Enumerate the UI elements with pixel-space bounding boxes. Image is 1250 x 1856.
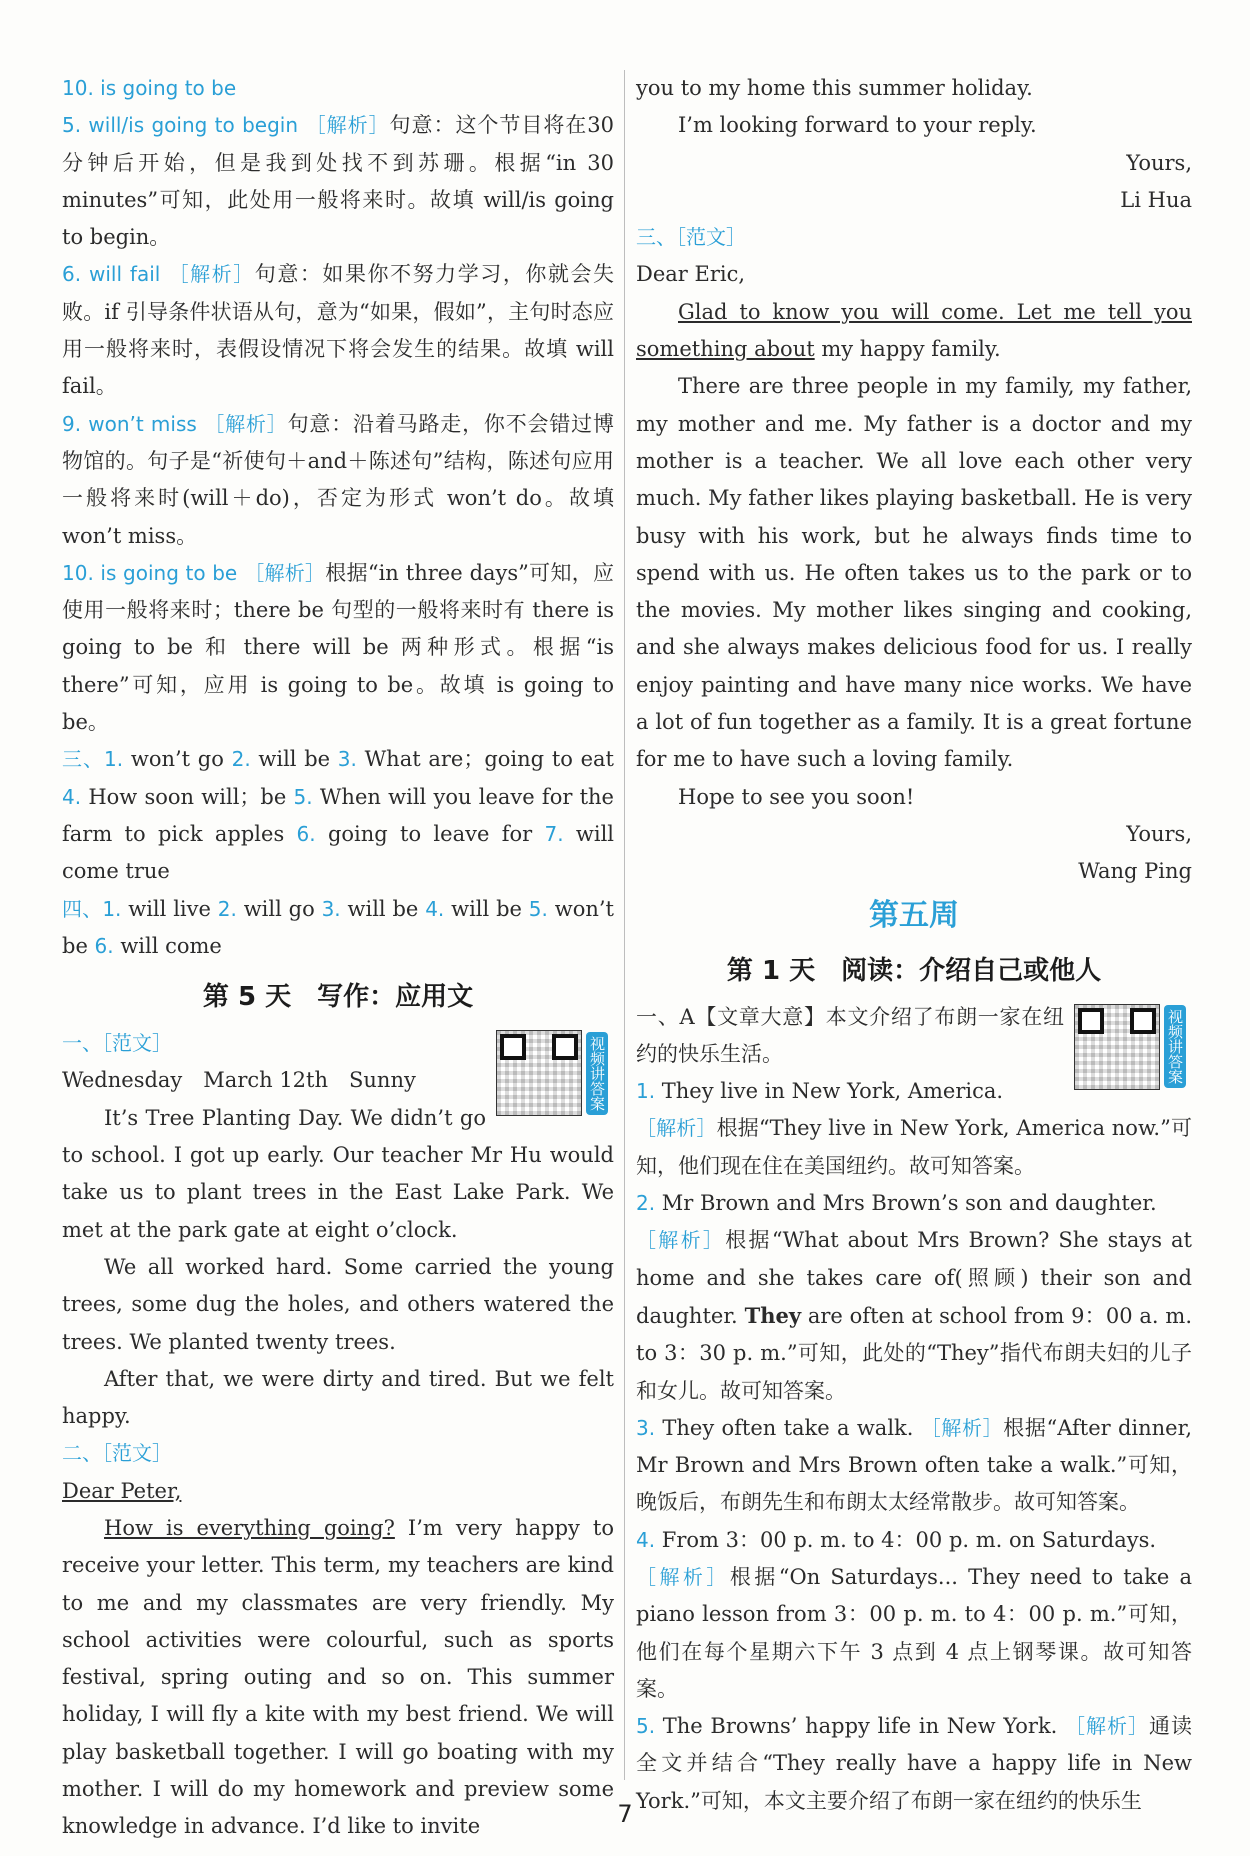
diary-paragraph-3: After that, we were dirty and tired. But we felt happy. bbox=[62, 1366, 614, 1429]
answer-10: 10. is going to be ［解析］根据“in three days”可知，应使用一般将来时；there be 句型的一般将来时有 there is going to be 和 there will be 两种形式。根据“is there”可知，应用 is going to be。故填 is going to be。 bbox=[62, 560, 614, 735]
answer-9: 9. won’t miss ［解析］句意：沿着马路走，你不会错过博物馆的。句子是“祈使句＋and＋陈述句”结构，陈述句应用一般将来时(will＋do)，否定为形式 won’t do。故填 won’t miss。 bbox=[62, 411, 614, 548]
question-4-answer: 4. From 3：00 p. m. to 4：00 p. m. on Saturdays. bbox=[636, 1527, 1157, 1552]
question-3: 3. They often take a walk. ［解析］根据“After dinner, Mr Brown and Mrs Brown often take a walk.”可知，晚饭后，布朗先生和布朗太太经常散步。故可知答案。 bbox=[636, 1415, 1193, 1515]
day-1-heading: 第 1 天 阅读：介绍自己或他人 bbox=[726, 955, 1102, 986]
letter-eric-sign-name: Wang Ping bbox=[1078, 859, 1192, 884]
sample-heading-1: 一、［范文］ bbox=[62, 1031, 172, 1056]
letter-greeting-eric: Dear Eric, bbox=[636, 262, 746, 287]
section-three-answers: 三、1. won’t go 2. will be 3. What are；going to eat 4. How soon will；be 5. When will you leave for the farm to pick apples 6. going to leave for 7. will come true bbox=[62, 747, 614, 884]
letter-eric-paragraph-1: Glad to know you will come. Let me tell you something about my happy family. bbox=[636, 299, 1192, 362]
question-4-explanation: ［解析］根据“On Saturdays... They need to take a piano lesson from 3：00 p. m. to 4：00 p. m.”可知，他们在每个星期六下午 3 点到 4 点上钢琴课。故可知答案。 bbox=[636, 1564, 1192, 1701]
question-2-explanation: ［解析］根据“What about Mrs Brown? She stays at home and she takes care of(照顾) their son and daughter. They are often at school from 9：00 a. m. to 3：30 p. m.”可知，此处的“They”指代布朗夫妇的儿子和女儿。故可知答案。 bbox=[636, 1228, 1192, 1403]
qr-label: 视频讲答案 bbox=[586, 1032, 608, 1115]
letter-closing-line: I’m looking forward to your reply. bbox=[678, 113, 1037, 138]
answer-5: 5. will/is going to begin ［解析］句意：这个节目将在30分钟后开始，但是我到处找不到苏珊。根据“in 30 minutes”可知，此处用一般将来时。故填 will/is going to begin。 bbox=[62, 113, 614, 250]
qr-label: 视频讲答案 bbox=[1164, 1005, 1186, 1088]
answer-line: 10. is going to be bbox=[62, 76, 237, 100]
week-5-heading: 第五周 bbox=[869, 897, 959, 933]
sample-heading-2: 二、［范文］ bbox=[62, 1441, 172, 1466]
article-summary: 一、A【文章大意】本文介绍了布朗一家在纽约的快乐生活。 bbox=[636, 1004, 1064, 1066]
day-5-heading: 第 5 天 写作：应用文 bbox=[202, 982, 474, 1013]
letter-eric-sign-yours: Yours, bbox=[1126, 821, 1192, 846]
question-1-answer: 1. They live in New York, America. bbox=[636, 1079, 1004, 1104]
qr-code-video[interactable] bbox=[496, 1029, 614, 1117]
question-2-answer: 2. Mr Brown and Mrs Brown’s son and daughter. bbox=[636, 1191, 1157, 1216]
letter-sign-yours: Yours, bbox=[1126, 150, 1192, 175]
diary-date: Wednesday March 12th Sunny bbox=[62, 1068, 416, 1093]
letter-continued: you to my home this summer holiday. bbox=[636, 76, 1033, 100]
letter-greeting-peter: Dear Peter, bbox=[62, 1478, 182, 1503]
letter-peter-paragraph: How is everything going? I’m very happy to receive your letter. This term, my teachers are kind to me and my classmates are very friendly. My school activities were colourful, such as sports festival, spring outing and so on. This summer holiday, I will fly a kite with my best friend. We will play basketball together. I will go boating with my mother. I will do my homework and preview some knowledge in advance. I’d like to invite bbox=[62, 1515, 615, 1839]
answer-6: 6. will fail ［解析］句意：如果你不努力学习，你就会失败。if 引导条件状语从句，意为“如果，假如”，主句时态应用一般将来时，表假设情况下将会发生的结果。故填 will fail。 bbox=[62, 262, 615, 399]
diary-paragraph-2: We all worked hard. Some carried the young trees, some dug the holes, and others watered the trees. We planted twenty trees. bbox=[62, 1254, 614, 1354]
letter-eric-paragraph-3: Hope to see you soon! bbox=[678, 784, 915, 809]
letter-eric-paragraph-2: There are three people in my family, my father, my mother and me. My father is a doctor and my mother is a teacher. We all love each other very much. My father likes playing basketball. He is very busy with his work, but he always finds time to spend with us. He often takes us to the park or to the movies. My mother likes singing and cooking, and she always makes delicious food for us. I really enjoy painting and have many nice works. We have a lot of fun together as a family. It is a great fortune for me to have such a loving family. bbox=[636, 374, 1192, 772]
section-four-answers: 四、1. will live 2. will go 3. will be 4. will be 5. won’t be 6. will come bbox=[62, 896, 614, 958]
right-column bbox=[636, 70, 1192, 1820]
qr-code-icon bbox=[1074, 1004, 1160, 1090]
page-number: 7 bbox=[617, 1800, 633, 1828]
column-divider bbox=[624, 70, 625, 1780]
question-5: 5. The Browns’ happy life in New York. ［解析］通读全文并结合“They really have a happy life in New York.”可知，本文主要介绍了布朗一家在纽约的快乐生 bbox=[636, 1714, 1193, 1813]
diary-paragraph-1: It’s Tree Planting Day. We didn’t go to school. I got up early. Our teacher Mr Hu would take us to plant trees in the East Lake Park. We met at the park gate at eight o’clock. bbox=[62, 1105, 614, 1242]
question-1-explanation: ［解析］根据“They live in New York, America now.”可知，他们现在住在美国纽约。故可知答案。 bbox=[636, 1116, 1192, 1178]
left-column bbox=[62, 70, 614, 1846]
qr-code-video-2[interactable] bbox=[1074, 1003, 1192, 1091]
sample-heading-3: 三、［范文］ bbox=[636, 225, 746, 250]
letter-sign-name: Li Hua bbox=[1120, 187, 1192, 212]
qr-code-icon bbox=[496, 1030, 582, 1116]
